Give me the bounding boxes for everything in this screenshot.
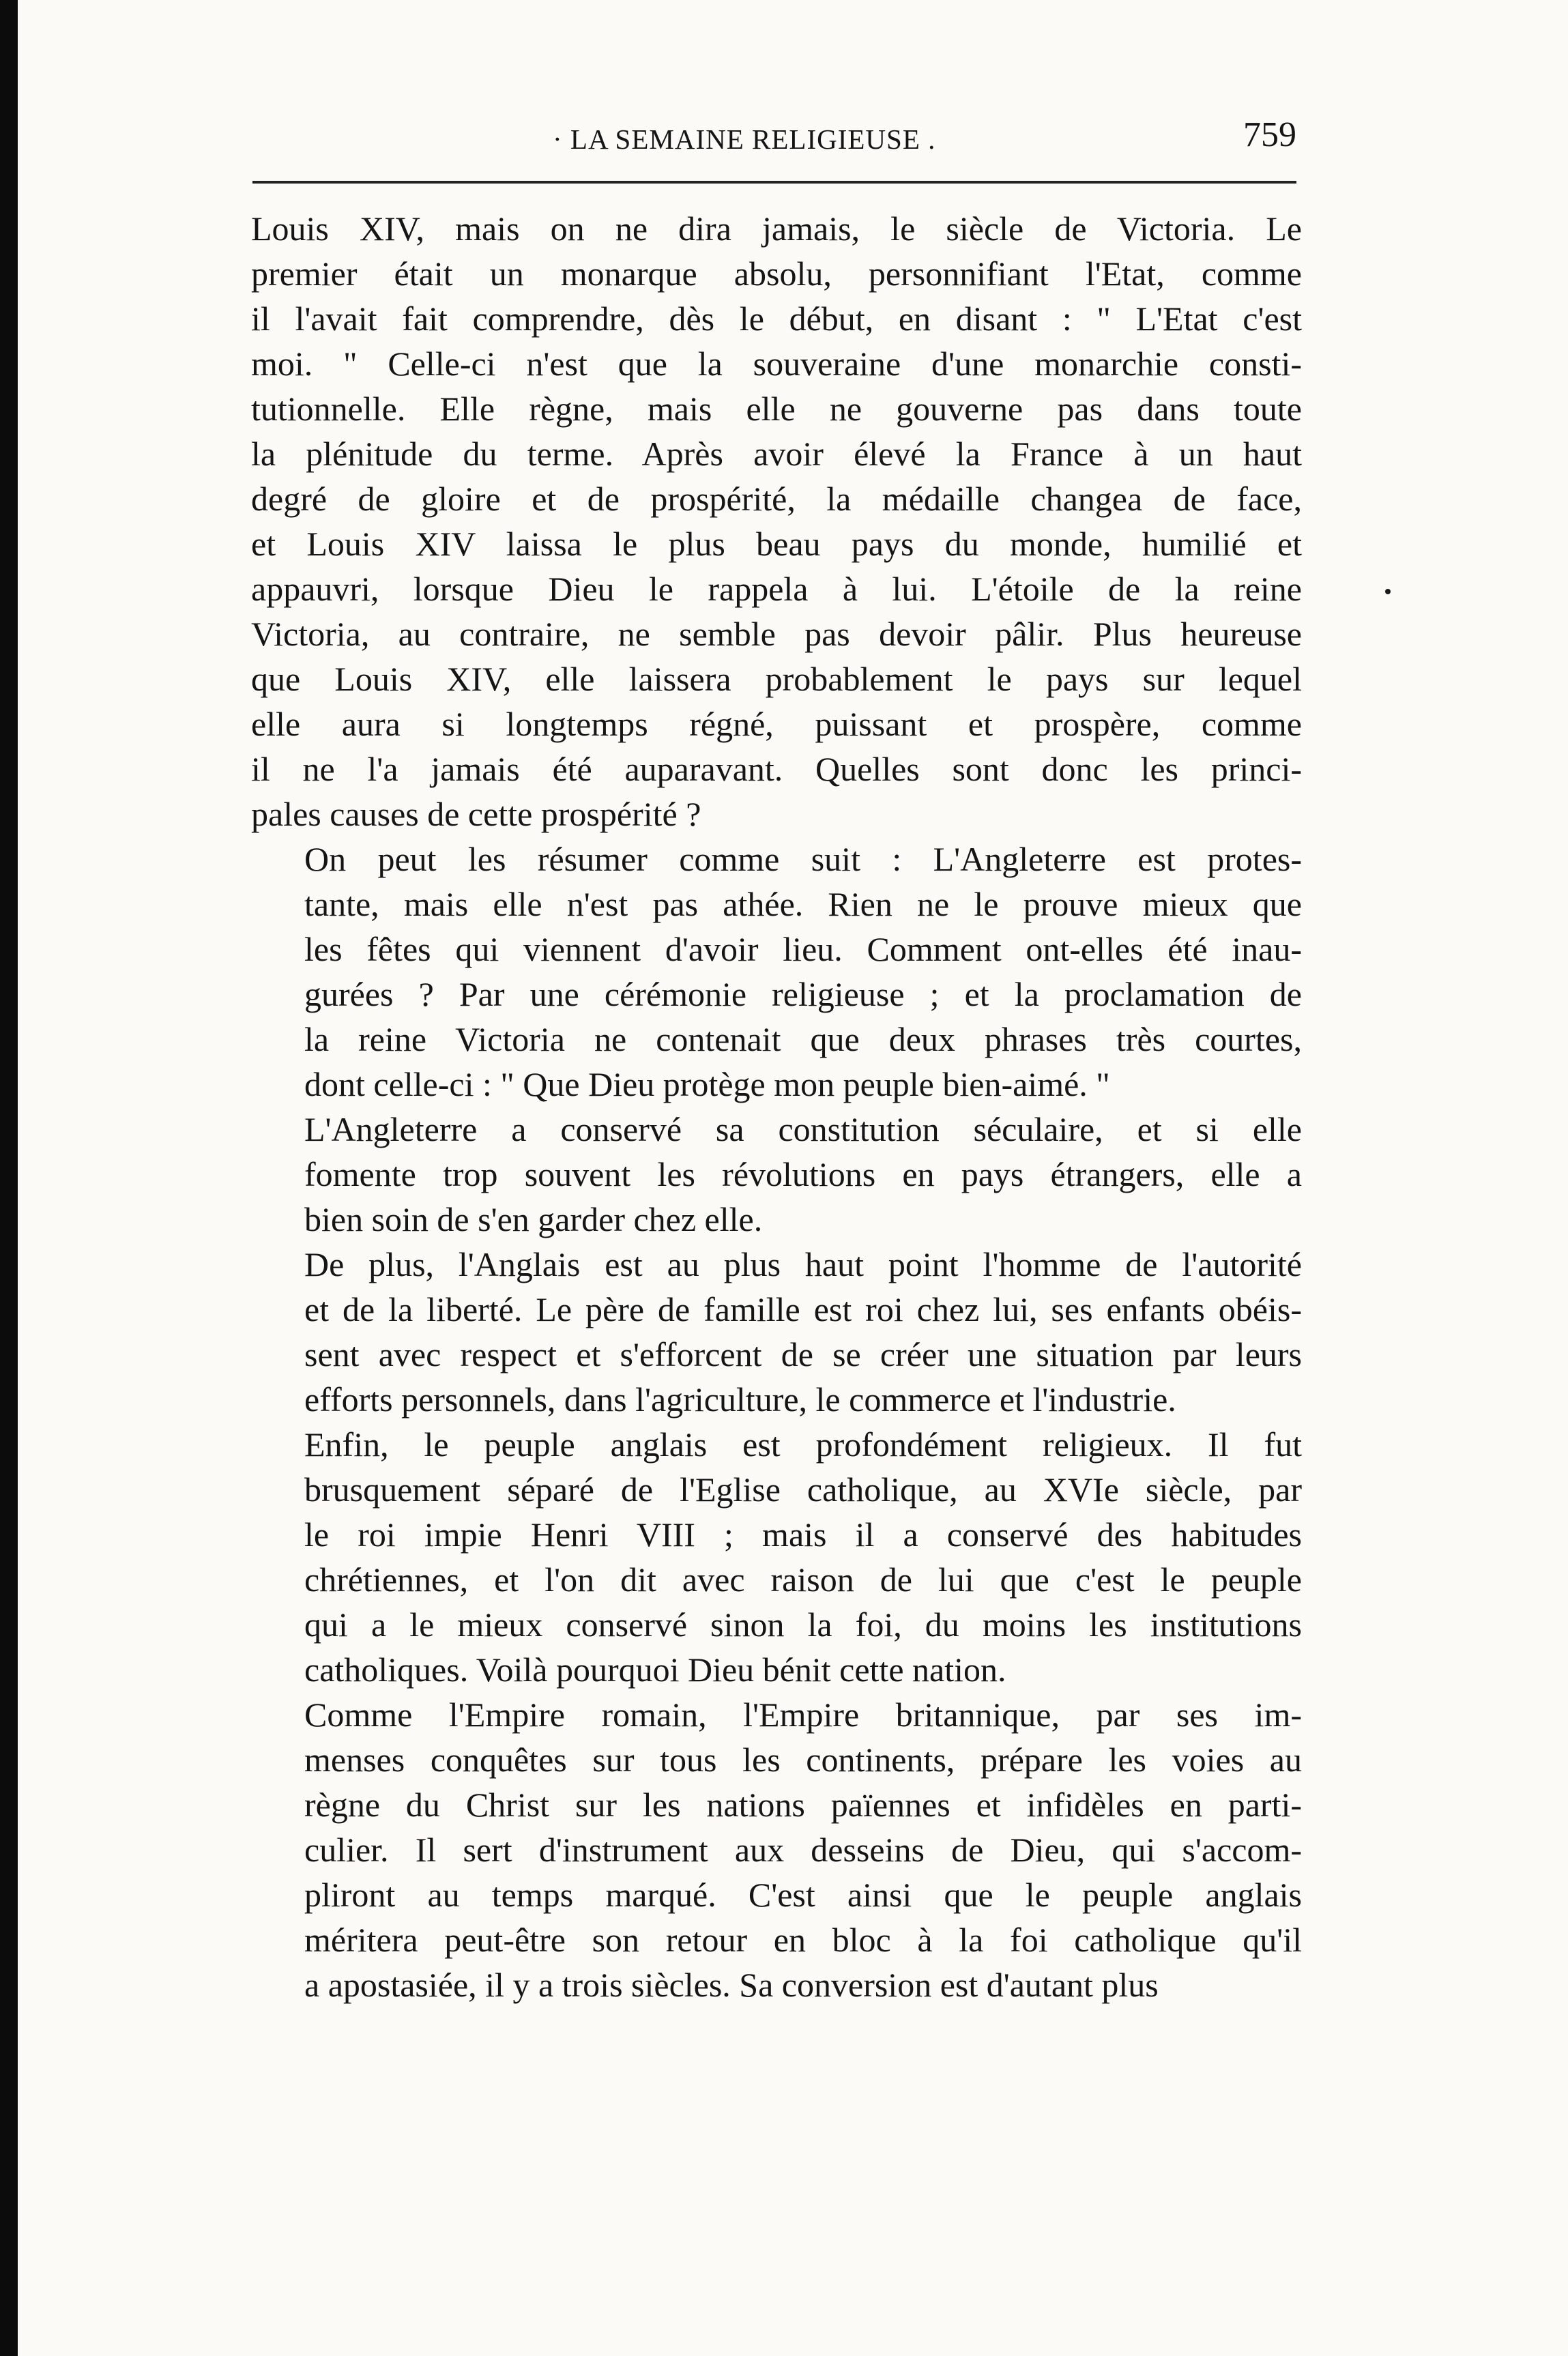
text-line: premier était un monarque absolu, personnifiant l'Etat, comme — [251, 254, 1302, 293]
paragraph — [251, 206, 1302, 837]
text-line: pliront au temps marqué. C'est ainsi que le peuple anglais — [304, 1876, 1302, 1914]
text-line: degré de gloire et de prospérité, la médaille changea de face, — [251, 480, 1302, 518]
text-line: tante, mais elle n'est pas athée. Rien ne le prouve mieux que — [304, 885, 1302, 923]
body-text — [251, 206, 1302, 2007]
text-line: Enfin, le peuple anglais est profondément religieux. Il fut — [304, 1425, 1302, 1464]
text-line: moi. " Celle-ci n'est que la souveraine d'une monarchie consti- — [251, 345, 1302, 383]
text-line: Comme l'Empire romain, l'Empire britannique, par ses im- — [304, 1696, 1302, 1734]
text-line: Victoria, au contraire, ne semble pas devoir pâlir. Plus heureuse — [251, 615, 1302, 653]
text-line: pales causes de cette prospérité ? — [251, 795, 701, 833]
text-line: bien soin de s'en garder chez elle. — [304, 1200, 763, 1238]
page-binding-edge — [0, 0, 18, 2356]
text-line: brusquement séparé de l'Eglise catholique, au XVIe siècle, par — [304, 1470, 1302, 1509]
text-line: Louis XIV, mais on ne dira jamais, le siècle de Victoria. Le — [251, 209, 1302, 248]
text-line: culier. Il sert d'instrument aux desseins de Dieu, qui s'accom- — [304, 1831, 1302, 1869]
paragraph — [251, 1242, 1302, 1422]
text-line: L'Angleterre a conservé sa constitution séculaire, et si elle — [304, 1110, 1302, 1148]
text-line: On peut les résumer comme suit : L'Angleterre est protes- — [304, 840, 1302, 878]
text-line: la plénitude du terme. Après avoir élevé la France à un haut — [251, 435, 1302, 473]
page-number: 759 — [1243, 115, 1296, 154]
text-line: le roi impie Henri VIII ; mais il a conservé des habitudes — [304, 1515, 1302, 1554]
text-line: la reine Victoria ne contenait que deux phrases très courtes, — [304, 1020, 1302, 1058]
header-rule — [252, 181, 1296, 184]
text-line: tutionnelle. Elle règne, mais elle ne gouverne pas dans toute — [251, 390, 1302, 428]
text-line: fomente trop souvent les révolutions en pays étrangers, elle a — [304, 1155, 1302, 1193]
text-line: et de la liberté. Le père de famille est roi chez lui, ses enfants obéis- — [304, 1290, 1302, 1328]
text-line: chrétiennes, et l'on dit avec raison de lui que c'est le peuple — [304, 1560, 1302, 1599]
running-title: · LA SEMAINE RELIGIEUSE . — [553, 123, 936, 155]
text-line: que Louis XIV, elle laissera probablement le pays sur lequel — [251, 660, 1302, 698]
text-line: a apostasiée, il y a trois siècles. Sa conversion est d'autant plus — [304, 1966, 1159, 2004]
text-line: menses conquêtes sur tous les continents, prépare les voies au — [304, 1741, 1302, 1779]
text-line: qui a le mieux conservé sinon la foi, du moins les institutions — [304, 1605, 1302, 1644]
text-line: et Louis XIV laissa le plus beau pays du monde, humilié et — [251, 525, 1302, 563]
text-line: méritera peut-être son retour en bloc à la foi catholique qu'il — [304, 1921, 1302, 1959]
text-line: De plus, l'Anglais est au plus haut point l'homme de l'autorité — [304, 1245, 1302, 1283]
text-line: elle aura si longtemps régné, puissant et prospère, comme — [251, 705, 1302, 743]
paragraph — [251, 1422, 1302, 1692]
text-line: catholiques. Voilà pourquoi Dieu bénit cette nation. — [304, 1650, 1006, 1689]
paragraph — [251, 1107, 1302, 1242]
text-line: les fêtes qui viennent d'avoir lieu. Comment ont-elles été inau- — [304, 930, 1302, 968]
paragraph — [251, 837, 1302, 1107]
text-line: dont celle-ci : " Que Dieu protège mon peuple bien-aimé. " — [304, 1065, 1110, 1103]
text-line: efforts personnels, dans l'agriculture, le commerce et l'industrie. — [304, 1380, 1176, 1419]
paragraph — [251, 1692, 1302, 2007]
text-line: sent avec respect et s'efforcent de se créer une situation par leurs — [304, 1335, 1302, 1373]
text-line: il l'avait fait comprendre, dès le début, en disant : " L'Etat c'est — [251, 300, 1302, 338]
text-line: il ne l'a jamais été auparavant. Quelles sont donc les princi- — [251, 750, 1302, 788]
text-line: appauvri, lorsque Dieu le rappela à lui. L'étoile de la reine — [251, 570, 1302, 608]
stray-ink-mark — [1385, 589, 1391, 594]
text-line: règne du Christ sur les nations païennes et infidèles en parti- — [304, 1786, 1302, 1824]
text-line: gurées ? Par une cérémonie religieuse ; et la proclamation de — [304, 975, 1302, 1013]
page-header — [252, 115, 1324, 162]
